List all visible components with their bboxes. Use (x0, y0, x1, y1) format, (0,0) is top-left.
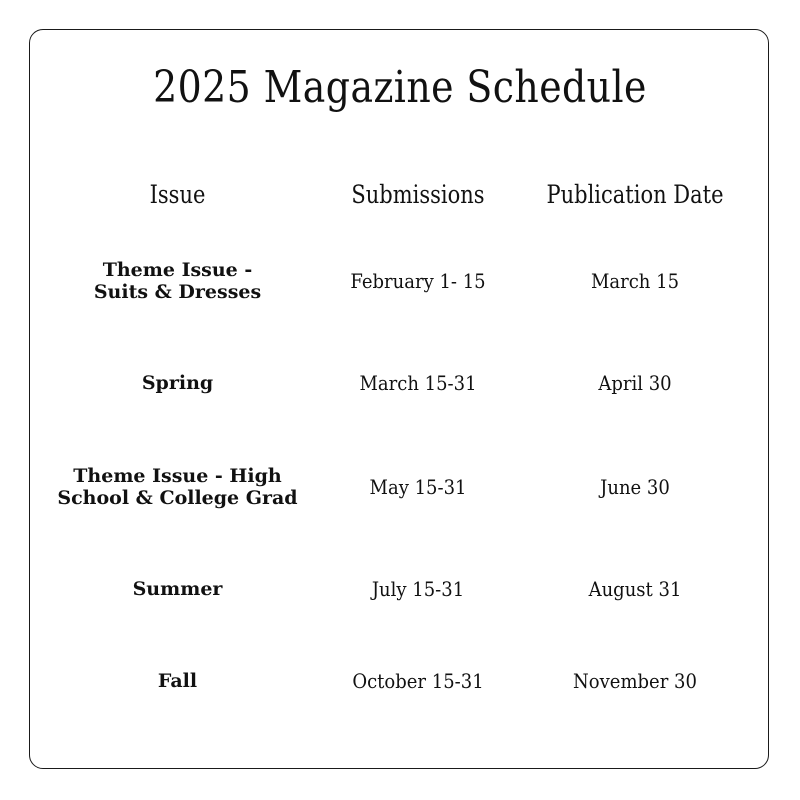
issue-name-line: Summer (132, 578, 223, 600)
publication-date-cell: April 30 (598, 371, 672, 395)
issue-name-line: Fall (157, 670, 198, 692)
publication-date-cell: August 31 (588, 577, 682, 601)
publication-date-cell: June 30 (600, 475, 670, 499)
issue-cell (45, 578, 310, 600)
column-header-publication-date: Publication Date (546, 180, 724, 209)
page-title: 2025 Magazine Schedule (153, 62, 647, 113)
submissions-cell: February 1- 15 (350, 269, 486, 293)
column-header-submissions: Submissions (351, 180, 485, 209)
publication-date-cell: November 30 (573, 669, 697, 693)
submissions-cell: March 15-31 (359, 371, 477, 395)
submissions-cell: October 15-31 (352, 669, 484, 693)
issue-name-line: Spring (141, 372, 214, 394)
schedule-card (29, 29, 769, 769)
issue-cell (45, 259, 310, 303)
issue-name-line: Suits & Dresses (93, 281, 262, 303)
issue-name-line: Theme Issue - High (73, 465, 282, 487)
issue-cell (45, 465, 310, 509)
submissions-cell: July 15-31 (371, 577, 465, 601)
issue-name-line: Theme Issue - (102, 259, 253, 281)
publication-date-cell: March 15 (590, 269, 680, 293)
issue-name-line: School & College Grad (57, 487, 298, 509)
issue-cell (45, 372, 310, 394)
submissions-cell: May 15-31 (369, 475, 467, 499)
issue-cell (45, 670, 310, 692)
column-header-issue: Issue (149, 180, 206, 209)
